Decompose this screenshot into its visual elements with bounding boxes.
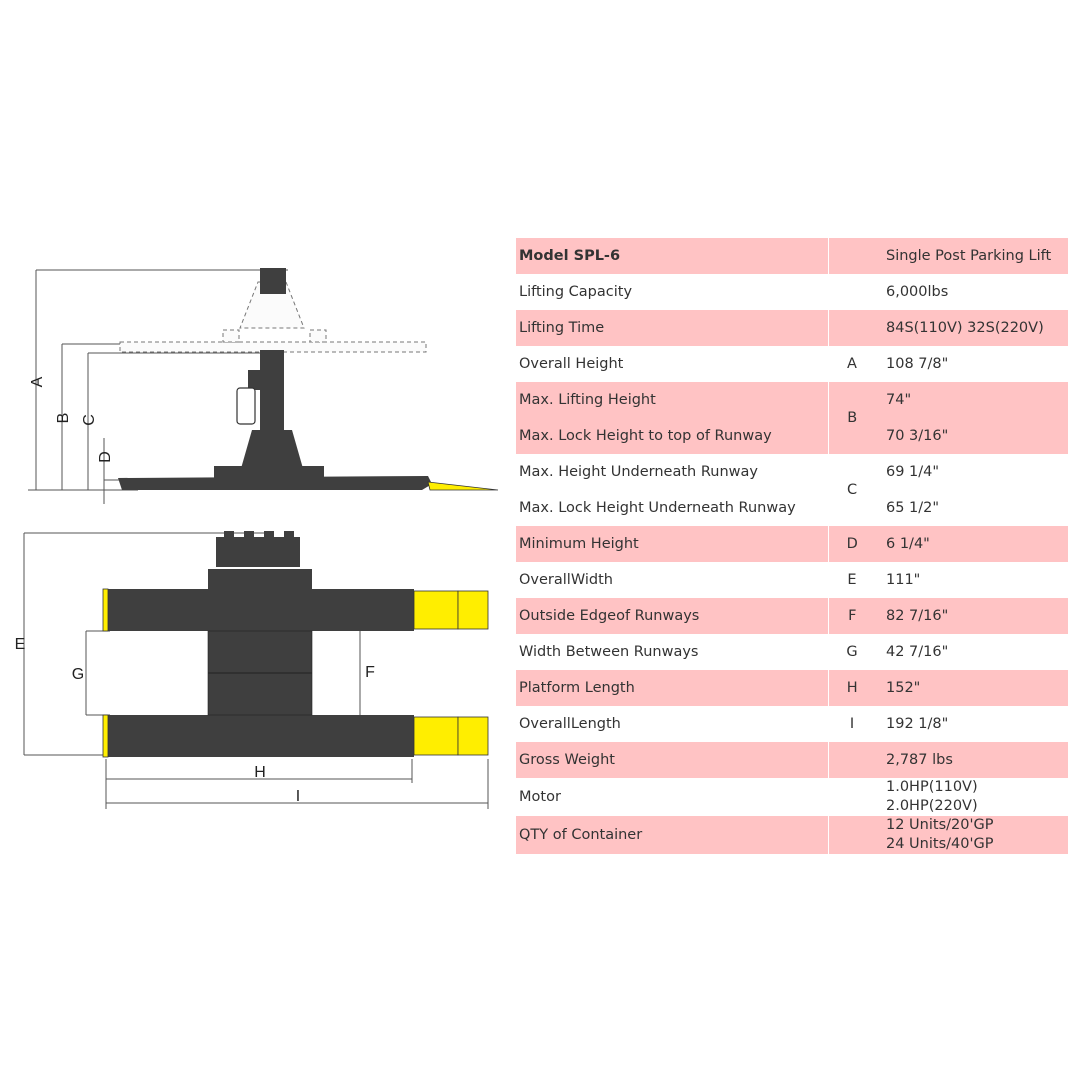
spec-code: G — [828, 634, 876, 670]
table-row — [516, 382, 1068, 418]
spec-param: Lifting Capacity — [516, 274, 828, 310]
spec-code: D — [828, 526, 876, 562]
model-name: Model SPL-6 — [516, 238, 828, 275]
spec-value: 192 1/8" — [876, 706, 1068, 742]
spec-code — [828, 816, 876, 854]
spec-value: 70 3/16" — [876, 418, 1068, 454]
spec-code: B — [828, 382, 876, 454]
spec-table — [516, 237, 1068, 854]
spec-code: C — [828, 454, 876, 526]
dim-label-f: F — [365, 664, 375, 681]
table-row — [516, 670, 1068, 706]
spec-value — [876, 778, 1068, 816]
spec-param: Width Between Runways — [516, 634, 828, 670]
spec-code — [828, 310, 876, 346]
dim-label-e: E — [14, 636, 26, 653]
spec-param: Gross Weight — [516, 742, 828, 778]
table-row — [516, 562, 1068, 598]
ramp-upper-2 — [458, 591, 488, 629]
spec-param: Max. Lifting Height — [516, 382, 828, 418]
base-runway — [118, 476, 432, 490]
spec-value: 65 1/2" — [876, 490, 1068, 526]
spec-value: 69 1/4" — [876, 454, 1068, 490]
spec-code: A — [828, 346, 876, 382]
spec-param: Motor — [516, 778, 828, 816]
spec-value-line: 2.0HP(220V) — [886, 798, 978, 814]
spec-param: Outside Edgeof Runways — [516, 598, 828, 634]
spec-value-line: 12 Units/20'GP — [886, 817, 994, 833]
spec-value: 2,787 lbs — [876, 742, 1068, 778]
spec-param: OverallLength — [516, 706, 828, 742]
table-row — [516, 634, 1068, 670]
spec-value: 6 1/4" — [876, 526, 1068, 562]
spec-param: Overall Height — [516, 346, 828, 382]
spec-param: Minimum Height — [516, 526, 828, 562]
lower-runway — [108, 715, 414, 757]
spec-value — [876, 816, 1068, 854]
table-row — [516, 742, 1068, 778]
table-row-header — [516, 238, 1068, 275]
spec-value: 108 7/8" — [876, 346, 1068, 382]
dim-label-g: G — [71, 666, 85, 683]
table-row — [516, 346, 1068, 382]
top-plan-diagram — [10, 525, 500, 815]
spec-param: QTY of Container — [516, 816, 828, 854]
upper-runway — [108, 589, 414, 631]
post-assembly-top — [208, 531, 312, 589]
spec-code — [828, 742, 876, 778]
spec-code — [828, 274, 876, 310]
spec-param: Platform Length — [516, 670, 828, 706]
spec-value: 84S(110V) 32S(220V) — [876, 310, 1068, 346]
table-row — [516, 598, 1068, 634]
table-row — [516, 418, 1068, 454]
table-row — [516, 816, 1068, 854]
post-head — [260, 268, 286, 294]
spec-value: 111" — [876, 562, 1068, 598]
table-row — [516, 778, 1068, 816]
spec-param: Max. Height Underneath Runway — [516, 454, 828, 490]
dim-label-d: D — [97, 451, 114, 463]
spec-value: 6,000lbs — [876, 274, 1068, 310]
spec-value: 152" — [876, 670, 1068, 706]
dim-label-h: H — [254, 764, 266, 781]
rear-stop-lower — [103, 715, 108, 757]
spec-code: E — [828, 562, 876, 598]
hydraulic-tank — [237, 388, 255, 424]
table-row — [516, 454, 1068, 490]
ramp-lower-2 — [458, 717, 488, 755]
spec-param: Lifting Time — [516, 310, 828, 346]
spec-value: 82 7/16" — [876, 598, 1068, 634]
dim-label-i: I — [295, 788, 301, 805]
side-elevation-diagram — [18, 258, 508, 508]
ramp-lower-1 — [414, 717, 458, 755]
spec-code — [828, 778, 876, 816]
dim-label-b: B — [55, 412, 72, 424]
rear-stop-upper — [103, 589, 108, 631]
model-description: Single Post Parking Lift — [876, 238, 1068, 275]
spec-value-line: 24 Units/40'GP — [886, 836, 994, 852]
spec-value-line: 1.0HP(110V) — [886, 779, 978, 795]
spec-code — [828, 238, 876, 275]
spec-value: 42 7/16" — [876, 634, 1068, 670]
spec-code: I — [828, 706, 876, 742]
spec-code: F — [828, 598, 876, 634]
spec-code: H — [828, 670, 876, 706]
spec-param: Max. Lock Height Underneath Runway — [516, 490, 828, 526]
dim-label-a: A — [29, 376, 46, 388]
dim-label-c: C — [81, 414, 98, 426]
table-row — [516, 706, 1068, 742]
table-row — [516, 274, 1068, 310]
table-row — [516, 310, 1068, 346]
ramp-upper-1 — [414, 591, 458, 629]
spec-value: 74" — [876, 382, 1068, 418]
table-row — [516, 526, 1068, 562]
front-ramp — [428, 482, 498, 490]
spec-param: OverallWidth — [516, 562, 828, 598]
table-row — [516, 490, 1068, 526]
spec-param: Max. Lock Height to top of Runway — [516, 418, 828, 454]
